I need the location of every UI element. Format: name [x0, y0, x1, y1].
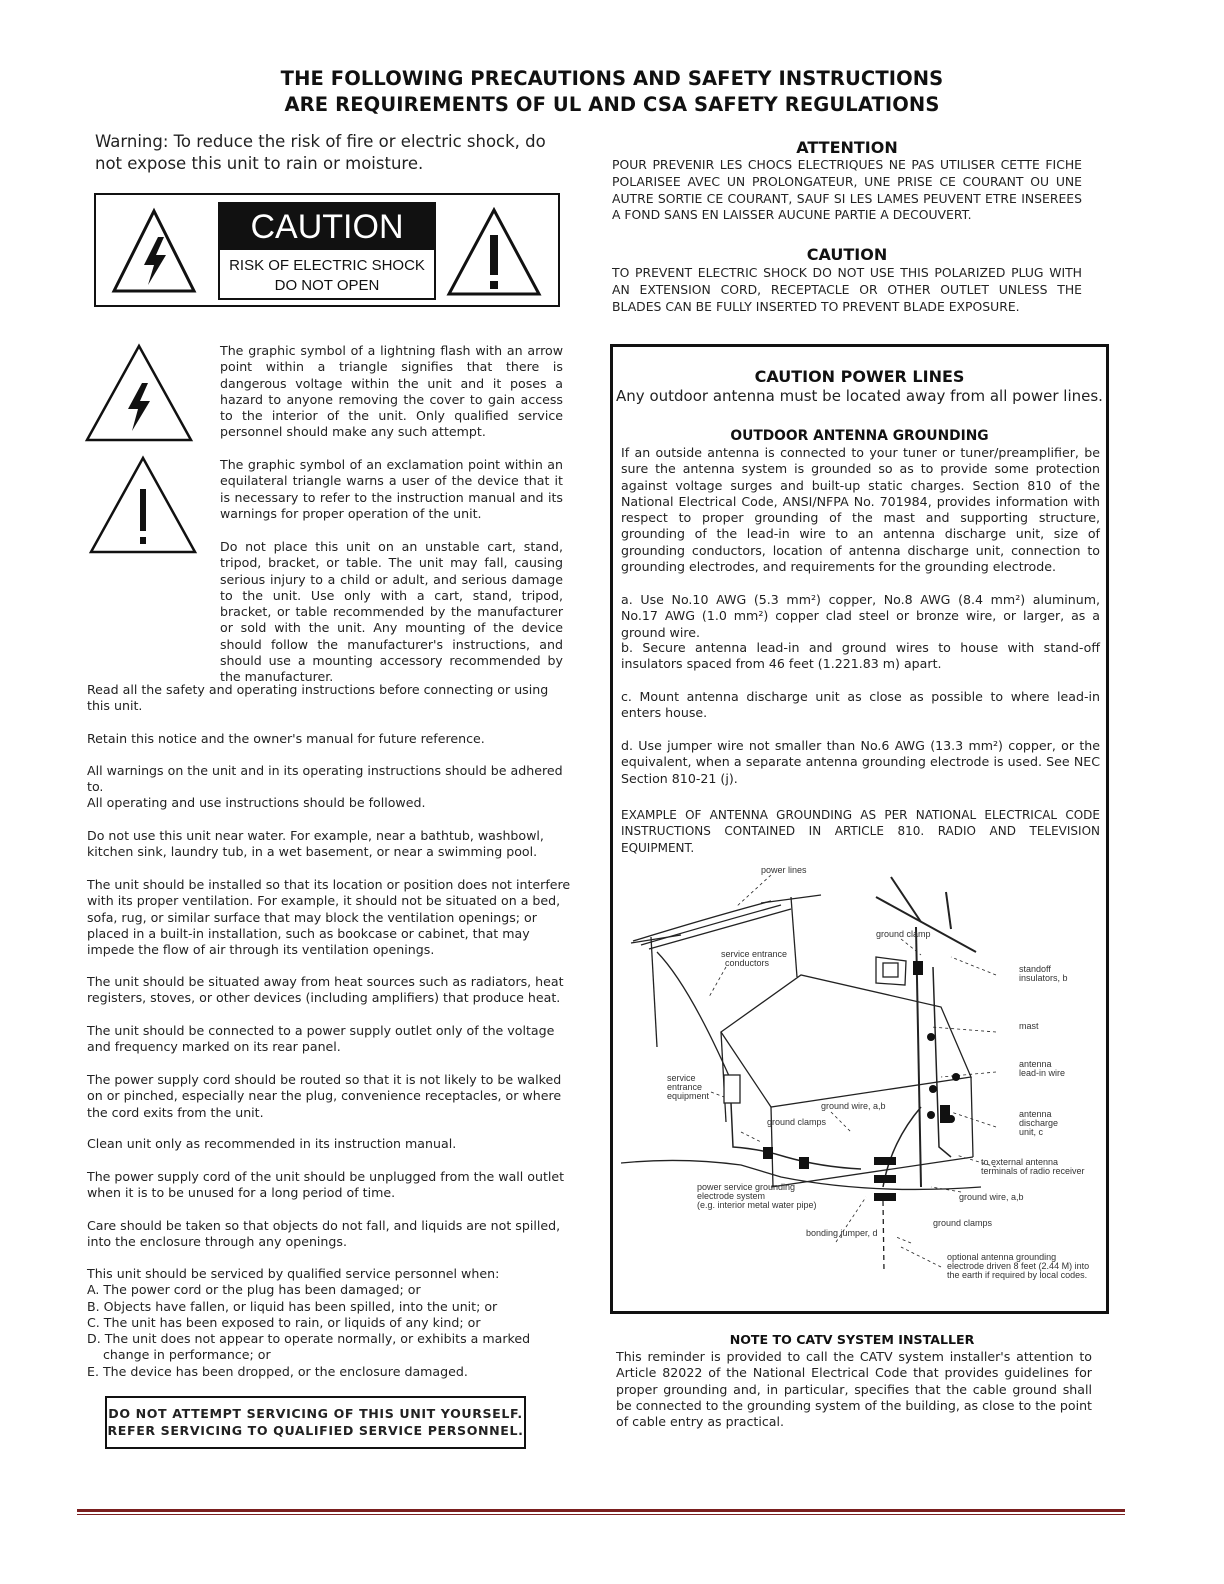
exclamation-symbol-text: The graphic symbol of an exclamation point within an equilateral triangle warns a user of the device that it is necessary to refer to the instruction manual and its warnings for proper operation of the unit. [220, 457, 563, 521]
label-service-entrance-2: conductors [725, 958, 770, 968]
label-external-2: terminals of radio receiver [981, 1166, 1085, 1176]
service-item-e: E. The device has been dropped, or the enclosure damaged. [87, 1363, 468, 1379]
instruction-4: All operating and use instructions should be followed. [87, 795, 426, 810]
instruction-1: Read all the safety and operating instructions before connecting or using this unit. [87, 682, 549, 714]
grounding-item-c: c. Mount antenna discharge unit as close as possible to where lead-in enters house. [621, 689, 1100, 721]
service-item-d: D. The unit does not appear to operate normally, or exhibits a marked change in performance; or [87, 1331, 531, 1363]
catv-heading: NOTE TO CATV SYSTEM INSTALLER [729, 1332, 975, 1347]
utility-pole-right [791, 897, 797, 977]
instruction-2: Retain this notice and the owner's manual for future reference. [87, 731, 485, 746]
exclamation-triangle-icon [446, 207, 542, 297]
label-leadin-2: lead-in wire [1019, 1068, 1066, 1078]
caution-line-1: RISK OF ELECTRIC SHOCK [229, 257, 425, 274]
label-discharge-3: unit, c [1019, 1127, 1044, 1137]
cart-warning-text: Do not place this unit on an unstable cart, stand, tripod, bracket, or table. The unit may fall, causing serious injury to a child or adult, and serious damage to the unit. Use only with a cart, stand, tripod, bracket, or table recommended by the manufacturer or sold with the unit. Any mounting of the device should follow the manufacturer's instructions, and should use a mounting accessory recommended by the manufacturer. [220, 539, 563, 685]
label-ground-clamps: ground clamps [767, 1117, 827, 1127]
label-ground-clamp: ground clamp [876, 929, 931, 939]
instruction-11: The power supply cord of the unit should be unplugged from the wall outlet when it is to be unused for a long period of time. [87, 1169, 565, 1201]
label-power-service-3: (e.g. interior metal water pipe) [697, 1200, 817, 1210]
power-lines-sub: Any outdoor antenna must be located away from all power lines. [616, 387, 1103, 405]
instruction-8: The unit should be connected to a power supply outlet only of the voltage and frequency marked on its rear panel. [87, 1023, 555, 1055]
label-standoff-2: insulators, b [1019, 973, 1068, 983]
instruction-10: Clean unit only as recommended in its instruction manual. [87, 1136, 457, 1151]
servicing-notice-box [105, 1396, 526, 1449]
label-power-lines: power lines [761, 865, 807, 875]
instruction-12: Care should be taken so that objects do not fall, and liquids are not spilled, into the enclosure through any openings. [87, 1218, 561, 1250]
label-service-entrance-1: service entrance [721, 949, 788, 959]
label-power-service-1: power service grounding [697, 1182, 796, 1192]
title-line-2: ARE REQUIREMENTS OF UL AND CSA SAFETY REGULATIONS [284, 93, 940, 116]
grounding-item-d: d. Use jumper wire not smaller than No.6 AWG (13.3 mm²) copper, or the equivalent, when a separate antenna grounding electrode is used. See NEC Section 810-21 (j). [621, 738, 1100, 786]
caution-plug-text: TO PREVENT ELECTRIC SHOCK DO NOT USE THIS POLARIZED PLUG WITH AN EXTENSION CORD, RECEPTACLE OR OTHER OUTLET UNLESS THE BLADES CAN BE FULLY INSERTED TO PREVENT BLADE EXPOSURE. [612, 265, 1082, 314]
label-discharge-2: discharge [1019, 1118, 1059, 1128]
grounding-item-a: a. Use No.10 AWG (5.3 mm²) copper, No.8 AWG (8.4 mm²) aluminum, No.17 AWG (1.0 mm²) copper clad steel or bronze wire, or larger, as a ground wire. [621, 592, 1100, 640]
caution-label [218, 202, 436, 300]
footer-rule [77, 1509, 1125, 1512]
label-leadin-1: antenna [1019, 1059, 1052, 1069]
instruction-6: The unit should be installed so that its location or position does not interfere with its proper ventilation. For example, it should not be situated on a bed, sofa, rug, or similar surface that may block the ventilation openings; or placed in a built-in installation, such as bookcase or cabinet, that may impede the flow of air through its ventilation openings. [87, 877, 571, 958]
label-external-1: to external antenna [981, 1157, 1059, 1167]
notice-line-2: REFER SERVICING TO QUALIFIED SERVICE PERSONNEL. [107, 1423, 524, 1438]
caution-plug-heading: CAUTION [806, 245, 888, 264]
caution-line-2: DO NOT OPEN [274, 277, 380, 294]
instruction-9: The power supply cord should be routed so that it is not likely to be walked on or pinched, especially near the plug, convenience receptacles, or where the cord exits from the unit. [87, 1072, 562, 1120]
warning-text: Warning: To reduce the risk of fire or electric shock, do not expose this unit to rain or moisture. [95, 132, 546, 173]
footer-rule-thin [77, 1514, 1125, 1515]
grounding-heading: OUTDOOR ANTENNA GROUNDING [730, 428, 989, 444]
lightning-triangle-icon [110, 207, 198, 295]
instruction-7: The unit should be situated away from heat sources such as radiators, heat registers, stoves, or other devices (including amplifiers) that produce heat. [87, 974, 564, 1006]
label-mast: mast [1019, 1021, 1039, 1031]
grounding-example: EXAMPLE OF ANTENNA GROUNDING AS PER NATIONAL ELECTRICAL CODE INSTRUCTIONS CONTAINED IN ARTICLE 810. RADIO AND TELEVISION EQUIPMENT. [621, 808, 1100, 855]
catv-text: This reminder is provided to call the CATV system installer's attention to Article 82022 of the National Electrical Code that provides guidelines for proper grounding and, in particular, specifies that the cable ground shall be connected to the grounding system of the building, as close to the point of cable entry as practical. [616, 1349, 1092, 1430]
label-optional-3: the earth if required by local codes. [947, 1270, 1088, 1280]
label-service-equip-2: entrance [667, 1082, 703, 1092]
lightning-symbol-text: The graphic symbol of a lightning flash with an arrow point within a triangle signifies that there is dangerous voltage within the unit and it poses a hazard to anyone removing the cover to gain access to the interior of the unit. Only qualified service personnel should make any such attempt. [220, 343, 563, 440]
exclamation-symbol-icon [88, 455, 198, 555]
label-discharge-1: antenna [1019, 1109, 1052, 1119]
service-item-c: C. The unit has been exposed to rain, or liquids of any kind; or [87, 1314, 481, 1330]
utility-pole-left [651, 937, 657, 1047]
instruction-3: All warnings on the unit and in its operating instructions should be adhered to. [87, 763, 563, 795]
label-bonding-jumper: bonding jumper, d [806, 1228, 878, 1238]
notice-line-1: DO NOT ATTEMPT SERVICING OF THIS UNIT YOURSELF. [108, 1406, 523, 1421]
label-service-equip-3: equipment [667, 1091, 710, 1101]
service-item-a: A. The power cord or the plug has been damaged; or [87, 1282, 421, 1298]
caution-label-box [94, 193, 560, 307]
label-service-equip-1: service [667, 1073, 696, 1083]
lightning-symbol-icon [84, 343, 194, 443]
power-lines-heading: CAUTION POWER LINES [754, 367, 965, 386]
grounding-item-b: b. Secure antenna lead-in and ground wires to house with stand-off insulators spaced from 46 feet (1.221.83 m) apart. [621, 640, 1100, 672]
label-ground-clamps-2: ground clamps [933, 1218, 993, 1228]
attention-heading: ATTENTION [796, 138, 898, 157]
service-item-b: B. Objects have fallen, or liquid has been spilled, into the unit; or [87, 1298, 498, 1314]
label-power-service-2: electrode system [697, 1191, 766, 1201]
instruction-5: Do not use this unit near water. For example, near a bathtub, washbowl, kitchen sink, laundry tub, in a wet basement, or near a swimming pool. [87, 828, 544, 860]
label-ground-wire-2: ground wire, a,b [959, 1192, 1024, 1202]
label-standoff-1: standoff [1019, 964, 1051, 974]
page-title [0, 66, 1224, 118]
antenna-grounding-diagram [621, 857, 1101, 1287]
caution-heading: CAUTION [220, 204, 434, 250]
label-ground-wire: ground wire, a,b [821, 1101, 886, 1111]
label-optional-1: optional antenna grounding [947, 1252, 1057, 1262]
attention-text: POUR PREVENIR LES CHOCS ELECTRIQUES NE PAS UTILISER CETTE FICHE POLARISEE AVEC UN PROLONGATEUR, UNE PRISE CE COURANT OU UNE AUTRE SORTIE CE COURANT, SAUF SI LES LAMES PEUVENT ETRE INSEREES A FOND SANS EN LAISSER AUCUNE PARTIE A DECOUVERT. [612, 157, 1082, 223]
grounding-text: If an outside antenna is connected to your tuner or tuner/preamplifier, be sure the antenna system is grounded so as to provide some protection against voltage surges and built-up static charges. Section 810 of the National Electrical Code, ANSI/NFPA No. 701984, provides information with respect to proper grounding of the mast and supporting structure, grounding of the lead-in wire to an antenna discharge unit, size of grounding conductors, location of antenna discharge unit, connection to grounding electrodes, and requirements for the grounding electrode. [621, 445, 1100, 575]
power-lines-box [610, 344, 1109, 1314]
service-list [87, 1266, 572, 1380]
title-line-1: THE FOLLOWING PRECAUTIONS AND SAFETY INSTRUCTIONS [280, 67, 944, 90]
label-optional-2: electrode driven 8 feet (2.44 M) into [947, 1261, 1090, 1271]
service-intro: This unit should be serviced by qualified service personnel when: [87, 1266, 500, 1281]
